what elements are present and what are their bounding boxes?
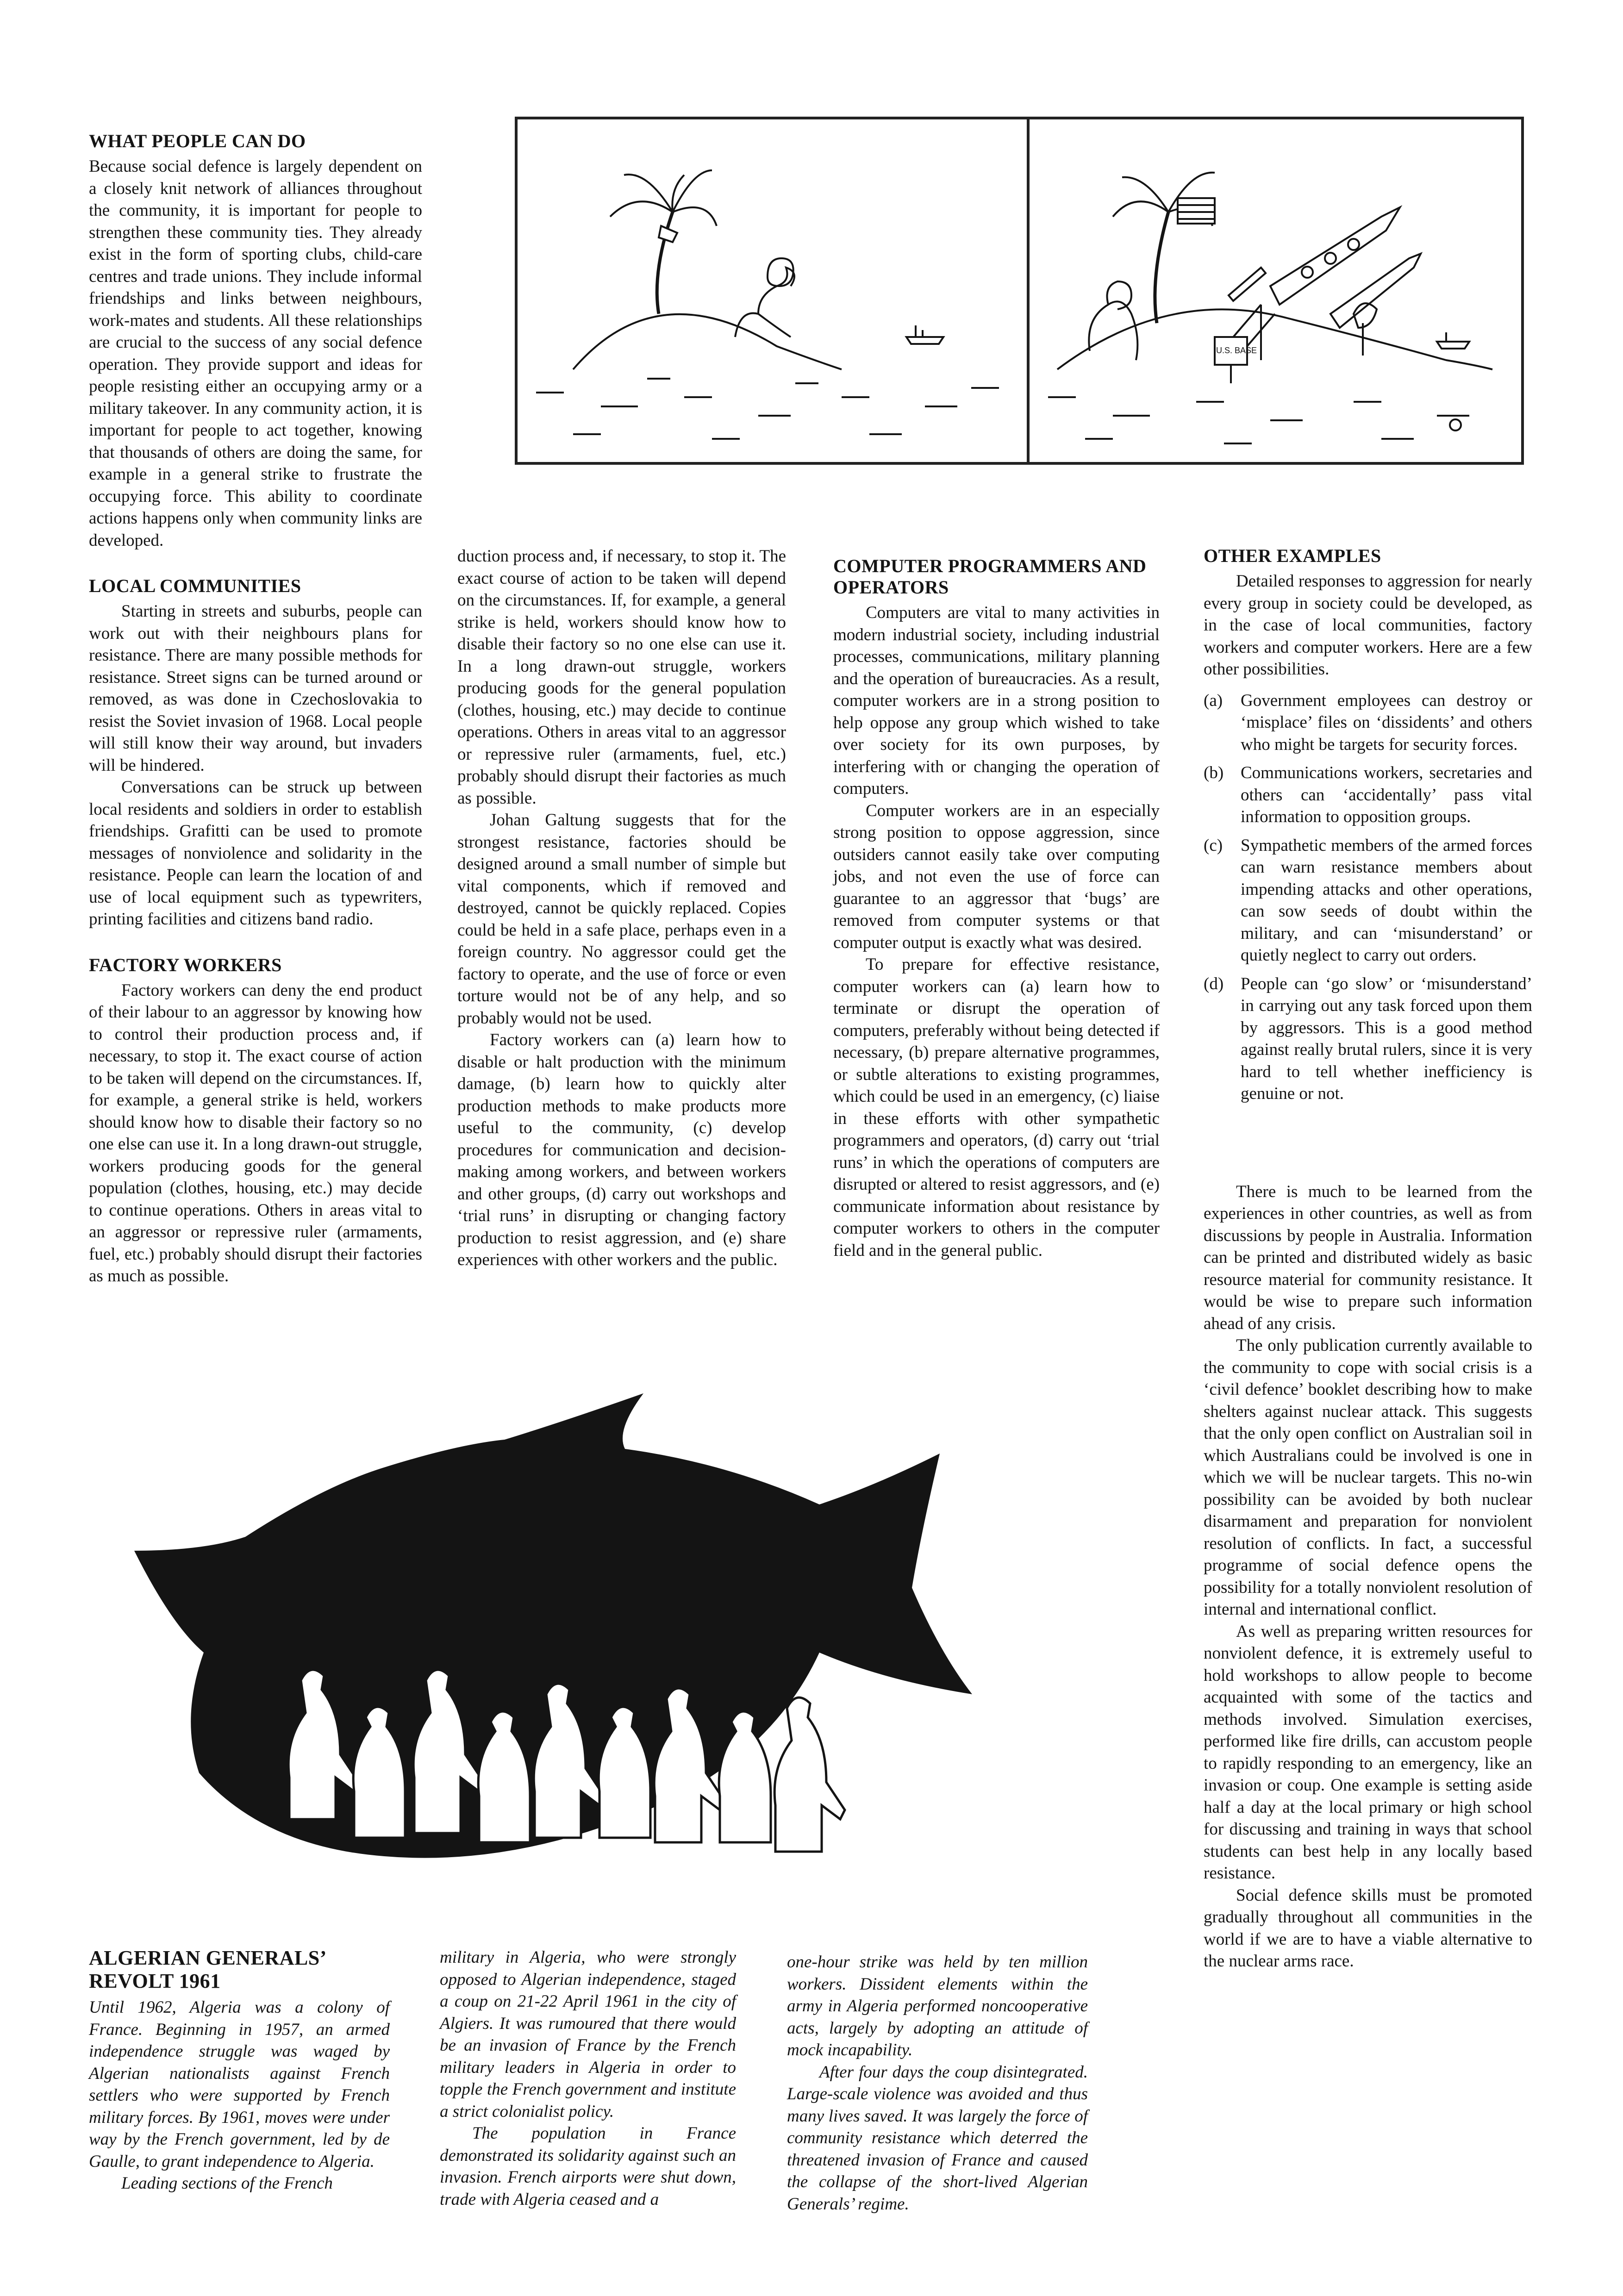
local-paragraph-1: Starting in streets and suburbs, people can work out with their neighbours plans for resistance. There are many possible methods for resistance. Street signs can be turned around or removed, as was done in Czechoslovakia to resist the Soviet invasion of 1968. Local people will still know their way around, but invaders will be hindered.: [89, 602, 422, 775]
list-item: (c) Sympathetic members of the armed forces can warn resistance members about impending attacks and other operations, can sow seeds of doubt within the military, and can ‘misunderstand’ or quietly neglect to carry out orders.: [1204, 836, 1532, 965]
algeria-paragraph-2: military in Algeria, who were strongly opposed to Algerian independence, staged a coup on 21-22 April 1961 in the city of Algiers. It was rumoured that there would be an invasion of France by the French military leaders in Algeria in order to topple the French government and institute a strict colonialist policy.: [440, 1948, 736, 2121]
closing-paragraph-3: As well as preparing written resources for nonviolent defence, it is extremely useful to hold workshops to allow people to become acquainted with some of the tactics and methods involved. Simulation exercises, performed like fire drills, can accustom people to rapidly responding to an emergency, like an invasion or coup. One example is setting aside half a day at the local primary or high school for discussing and training in ways that school students can best help in any locally based resistance.: [1204, 1622, 1532, 1883]
other-intro: Detailed responses to aggression for nearly every group in society could be developed, as in the case of local communities, factory workers and computer workers. Here are a few other possibilities.: [1204, 572, 1532, 679]
heading-other-examples: OTHER EXAMPLES: [1204, 545, 1381, 566]
cartoon-panel-right: [1030, 119, 1521, 462]
what-people-paragraph: Because social defence is largely dependent on a closely knit network of alliances throughout the community, it is important for people to strengthen these community ties. They already exist in the form of sporting clubs, child-care centres and trade unions. They include informal friendships and links between neighbours, work-mates and students. All these relationships are crucial to the success of any social defence operation. They provide support and ideas for people resisting either an occupying army or a military takeover. In any community action, it is important for people to act together, knowing that thousands of others are doing the same, for example in a general strike to frustrate the occupying force. This ability to coordinate actions happens only when community links are developed.: [89, 157, 422, 550]
algeria-column-3: [787, 1951, 1088, 2215]
list-item: (b) Communications workers, secretaries and others can ‘accidentally’ pass vital information to opposition groups.: [1204, 763, 1532, 826]
heading-algeria: ALGERIAN GENERALS’ REVOLT 1961: [89, 1947, 325, 1992]
factory-paragraph-1: Factory workers can deny the end product of their labour to an aggressor by knowing how to control their production process and, if necessary, to stop it. The exact course of action to be taken will depend on the circumstances. If, for example, a general strike is held, workers should know how to disable their factory so no one else can use it. In a long drawn-out struggle, workers producing goods for the general population (clothes, housing, etc.) may decide to continue operations. Others in areas vital to an aggressor or repressive ruler (armaments, fuel, etc.) probably should disrupt their factories as much as possible.: [89, 980, 422, 1285]
closing-paragraph-1: There is much to be learned from the experiences in other countries, as well as from discussions by people in Australia. Information can be printed and distributed widely as basic resource material for community resistance. It would be wise to prepare such information ahead of any crisis.: [1204, 1182, 1532, 1333]
other-examples-list: [1204, 690, 1532, 1105]
algeria-paragraph-3-cont: one-hour strike was held by ten million workers. Dissident elements within the army in Algeria performed noncooperative acts, largely by adopting an attitude of mock incapability.: [787, 1953, 1088, 2059]
cartoon-panel-left: [518, 119, 1027, 462]
computer-paragraph-2: Computer workers are in an especially strong position to oppose aggression, since outsiders cannot easily take over computing jobs, and not even the use of force can guarantee to an aggressor that ‘bugs’ are removed from computer systems or that computer output is exactly what was desired.: [833, 801, 1160, 952]
heading-factory-workers: FACTORY WORKERS: [89, 954, 282, 975]
algeria-paragraph-2-start: Leading sections of the French: [121, 2174, 333, 2193]
algeria-column-1: [89, 1947, 390, 2195]
local-paragraph-2: Conversations can be struck up between local residents and soldiers in order to establish friendships. Grafitti can be used to promote messages of nonviolence and solidarity in the resistance. People can learn the location of and use of local equipment such as typewriters, printing facilities and citizens band radio.: [89, 778, 422, 929]
closing-paragraph-2: The only publication currently available to the community to cope with social crisis is a ‘civil defence’ booklet describing how to make shelters against nuclear attack. This suggests that the only open conflict on Australian soil in which Australians could be involved is one in which we will be nuclear targets. This no-win possibility can be avoided by both nuclear disarmament and preparation for nonviolent resolution of conflicts. In fact, a successful programme of social defence opens the possibility for a totally nonviolent resolution of internal and international conflict.: [1204, 1336, 1532, 1619]
column-2: [457, 545, 786, 1271]
heading-what-people: WHAT PEOPLE CAN DO: [89, 131, 306, 151]
factory-paragraph-2: Johan Galtung suggests that for the strongest resistance, factories should be designed around a small number of simple but vital components, which if removed and destroyed, cannot be quickly replaced. Copies could be held in a safe place, perhaps even in a foreign country. No aggressor could get the factory to operate, and the use of force or even torture would not be of any help, and so probably would not be used.: [457, 811, 786, 1028]
column-3: [833, 555, 1160, 1261]
cartoon-strip: [515, 117, 1524, 465]
heading-computer: COMPUTER PROGRAMMERS AND OPERATORS: [833, 555, 1147, 598]
factory-paragraph-1-cont: duction process and, if necessary, to stop it. The exact course of action to be taken will depend on the circumstances. If, for example, a general strike is held, workers should know how to disable their factory so no one else can use it. In a long drawn-out struggle, workers producing goods for the general population (clothes, housing, etc.) may decide to continue operations. Others in areas vital to an aggressor or repressive ruler (armaments, fuel, etc.) probably should disrupt their factories as much as possible.: [457, 547, 786, 808]
column-4: [1204, 545, 1532, 1972]
algeria-paragraph-1: Until 1962, Algeria was a colony of France. Beginning in 1957, an armed independence struggle was waged by Algerian nationalists against French settlers who were supported by French military forces. By 1961, moves were under way by the French government, led by de Gaulle, to grant independence to Algeria.: [89, 1998, 390, 2171]
factory-paragraph-3: Factory workers can (a) learn how to disable or halt production with the minimum damage, (b) learn how to quickly alter production methods to make products more useful to the community, (c) develop procedures for communication and decision-making among workers, and between workers and other groups, (d) carry out workshops and ‘trial runs’ in disrupting or changing factory production to resist aggression, and (e) share experiences with other workers and the public.: [457, 1030, 786, 1269]
algeria-paragraph-3: The population in France demonstrated its solidarity against such an invasion. French airports were shut down, trade with Algeria ceased and a: [440, 2124, 736, 2209]
algeria-column-2: [440, 1947, 736, 2210]
algeria-paragraph-4: After four days the coup disintegrated. Large-scale violence was avoided and thus many lives saved. It was largely the force of community resistance which deterred the threatened invasion of France and caused the collapse of the short-lived Algerian Generals’ regime.: [787, 2062, 1088, 2214]
shark-crowd-illustration: [125, 1393, 981, 1930]
column-1: [89, 131, 422, 1285]
list-item: (a) Government employees can destroy or ‘misplace’ files on ‘dissidents’ and others who might be targets for security forces.: [1204, 691, 1532, 754]
list-item: (d) People can ‘go slow’ or ‘misunderstand’ in carrying out any task forced upon them by aggressors. This is a good method against really brutal rulers, since it is very hard to tell whether inefficiency is genuine or not.: [1204, 974, 1532, 1103]
computer-paragraph-1: Computers are vital to many activities in modern industrial society, including industrial processes, communications, military planning and the operation of bureaucracies. As a result, computer workers are in a strong position to help oppose any group which wished to take over society for its own purposes, by interfering with or changing the operation of computers.: [833, 603, 1160, 798]
us-base-sign: U.S. BASE: [1216, 346, 1257, 355]
computer-paragraph-3: To prepare for effective resistance, computer workers can (a) learn how to terminate or disrupt the operation of computers, preferably without being detected if necessary, (b) prepare alternative programmes, or subtle alterations to existing programmes, which could be used in an emergency, (c) liaise in these efforts with other sympathetic programmers and operators, (d) carry out ‘trial runs’ in which the operations of computers are disrupted or altered to resist aggressors, and (e) communicate information about resistance by computer workers to others in the computer field and in the general public.: [833, 955, 1160, 1260]
heading-local-communities: LOCAL COMMUNITIES: [89, 575, 301, 596]
closing-paragraph-4: Social defence skills must be promoted gradually throughout all communities in the world if we are to have a viable alternative to the nuclear arms race.: [1204, 1885, 1532, 1971]
